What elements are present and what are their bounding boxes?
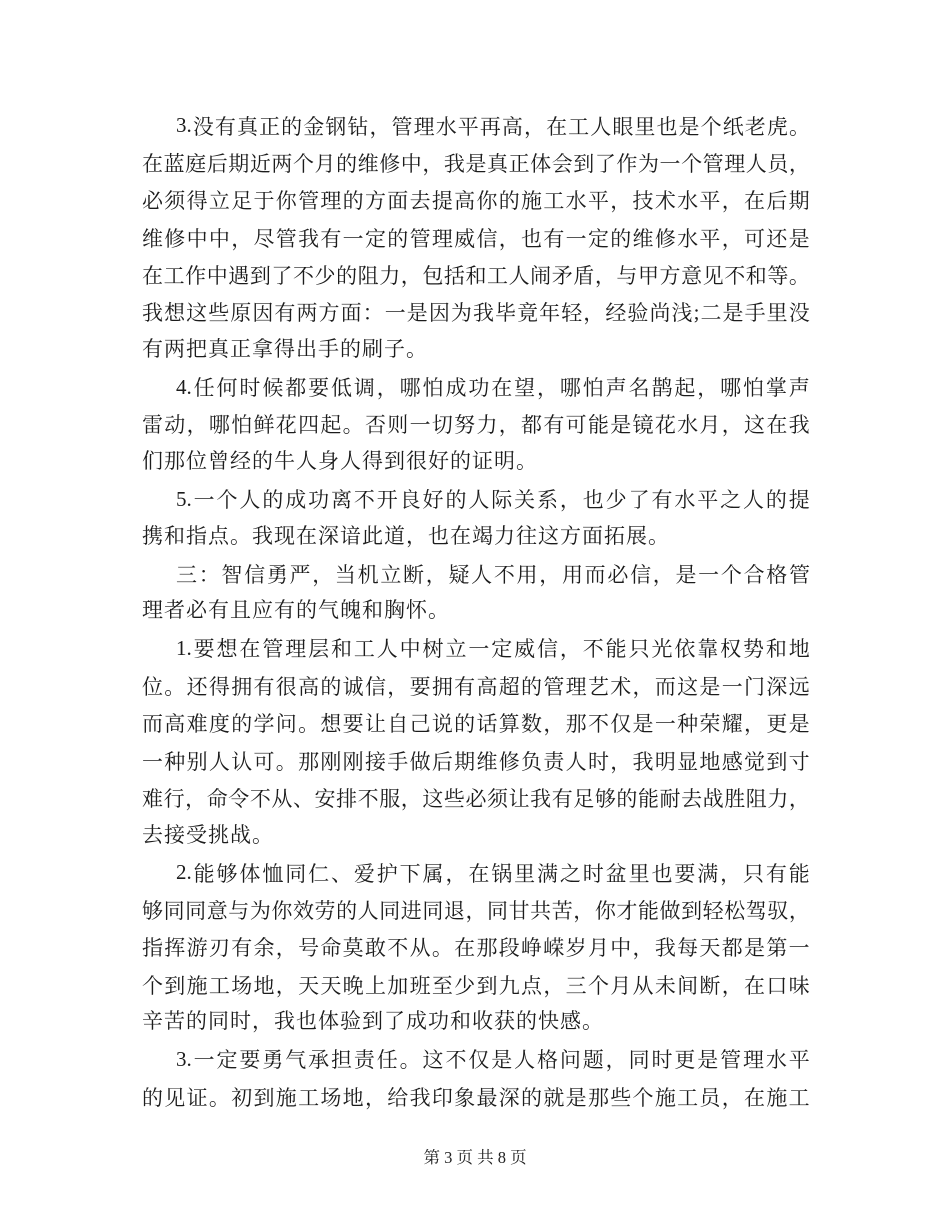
text-line: 维 修 中 中 ， 尽 管 我 有 一 定 的 管 理 威 信 ， 也 有 一 定 的 维 修 水 平 ， 可 还 是: [142, 226, 810, 251]
text-line: 4. 任 何 时 候 都 要 低 调 ， 哪 怕 成 功 在 望 ， 哪 怕 声 名 鹊 起 ， 哪 怕 掌 声: [176, 374, 810, 401]
text-line: 理者必有且应有的气魄和胸怀。: [142, 598, 450, 623]
page-number-indicator: 第 3 页 共 8 页: [423, 1148, 527, 1167]
text-line: 的 见 证 。 初 到 施 工 场 地 ， 给 我 印 象 最 深 的 就 是 那 些 个 施 工 员 ， 在 施 工: [142, 1085, 810, 1110]
text-line: 雷 动 ， 哪 怕 鲜 花 四 起 。 否 则 一 切 努 力 ， 都 有 可 能 是 镜 花 水 月 ， 这 在 我: [142, 413, 810, 438]
text-line: 3. 没 有 真 正 的 金 钢 钻 ， 管 理 水 平 再 高 ， 在 工 人 眼 里 也 是 个 纸 老 虎 。: [176, 113, 810, 139]
text-line: 辛苦的同时，我也体验到了成功和收获的快感。: [142, 1009, 604, 1034]
document-text: [142, 107, 810, 1115]
text-line: 位 。 还 得 拥 有 很 高 的 诚 信 ， 要 拥 有 高 超 的 管 理 艺 术 ， 而 这 是 一 门 深 远: [142, 674, 810, 699]
text-line: 携和指点。我现在深谙此道，也在竭力往这方面拓展。: [142, 523, 670, 548]
text-line: 个 到 施 工 场 地 ， 天 天 晚 上 加 班 至 少 到 九 点 ， 三 个 月 从 未 间 断 ， 在 口 味: [142, 973, 810, 998]
text-line: 而 高 难 度 的 学 问 。 想 要 让 自 己 说 的 话 算 数 ， 那 不 仅 是 一 种 荣 耀 ， 更 是: [142, 712, 810, 737]
text-line: 我 想 这 些 原 因 有 两 方 面 ： 一 是 因 为 我 毕 竟 年 轻 ， 经 验 尚 浅 ; 二 是 手 里 没: [142, 299, 810, 326]
text-line: 够 同 同 意 与 为 你 效 劳 的 人 同 进 同 退 ， 同 甘 共 苦 ， 你 才 能 做 到 轻 松 驾 驭 ，: [142, 898, 810, 923]
text-line: 三 ： 智 信 勇 严 ， 当 机 立 断 ， 疑 人 不 用 ， 用 而 必 信 ， 是 一 个 合 格 管: [176, 562, 810, 587]
text-line: 指 挥 游 刃 有 余 ， 号 命 莫 敢 不 从 。 在 那 段 峥 嵘 岁 月 中 ， 我 每 天 都 是 第 一: [142, 936, 810, 961]
text-line: 5. 一 个 人 的 成 功 离 不 开 良 好 的 人 际 关 系 ， 也 少 了 有 水 平 之 人 的 提: [176, 486, 810, 513]
text-line: 必 须 得 立 足 于 你 管 理 的 方 面 去 提 高 你 的 施 工 水 平 ， 技 术 水 平 ， 在 后 期: [142, 189, 810, 214]
text-line: 一 种 别 人 认 可 。 那 刚 刚 接 手 做 后 期 维 修 负 责 人 时 ， 我 明 显 地 感 觉 到 寸: [142, 749, 810, 774]
text-line: 们那位曾经的牛人身人得到很好的证明。: [142, 449, 538, 474]
text-line: 在 蓝 庭 后 期 近 两 个 月 的 维 修 中 ， 我 是 真 正 体 会 到 了 作 为 一 个 管 理 人 员 ，: [142, 152, 810, 177]
text-line: 难 行 ， 命 令 不 从 、 安 排 不 服 ， 这 些 必 须 让 我 有 足 够 的 能 耐 去 战 胜 阻 力 ，: [142, 786, 810, 811]
text-line: 有两把真正拿得出手的刷子。: [142, 337, 428, 362]
text-line: 2. 能 够 体 恤 同 仁 、 爱 护 下 属 ， 在 锅 里 满 之 时 盆 里 也 要 满 ， 只 有 能: [176, 860, 810, 886]
text-line: 在 工 作 中 遇 到 了 不 少 的 阻 力 ， 包 括 和 工 人 闹 矛 盾 ， 与 甲 方 意 见 不 和 等 。: [142, 264, 810, 289]
text-line: 1. 要 想 在 管 理 层 和 工 人 中 树 立 一 定 威 信 ， 不 能 只 光 依 靠 权 势 和 地: [176, 635, 810, 662]
page-footer: [0, 1147, 950, 1169]
text-line: 去接受挑战。: [142, 822, 274, 847]
text-line: 3. 一 定 要 勇 气 承 担 责 任 。 这 不 仅 是 人 格 问 题 ， 同 时 更 是 管 理 水 平: [176, 1046, 810, 1073]
